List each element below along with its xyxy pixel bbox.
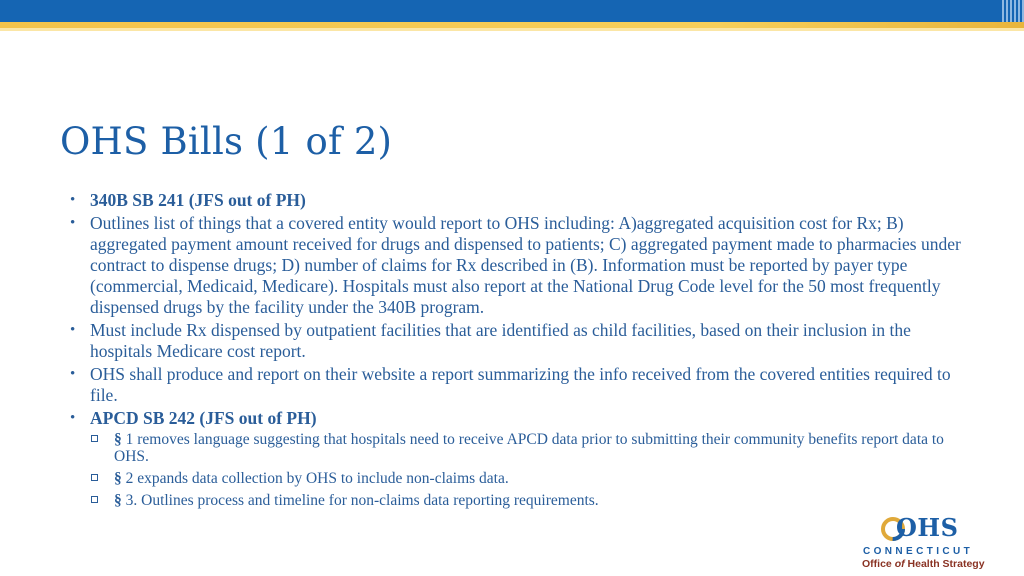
logo-tagline [862,558,985,570]
logo-state: CONNECTICUT [863,546,974,557]
bullet-text: Outlines list of things that a covered entity would report to OHS including: A)aggregated acquisition cost for Rx; B) aggregated payment amount received for drugs and dispensed to patients; C) aggregated payment made to pharmacies under contract to dispense drugs; D) number of claims for Rx described in (B). Information must be reported by payer type (commercial, Medicaid, Medicare). Hospitals must also report at the National Drug Code level for the 50 most frequently dispensed drugs by the facility under the 340B program. [90,213,961,317]
logo-wordmark: OHS [896,513,959,542]
banner-gold-highlight [0,28,1024,31]
square-bullet-icon [91,496,98,503]
sub-bullet-item [72,431,972,465]
bullet-dot-icon: • [70,410,76,426]
sub-bullet-item [72,492,972,509]
bullet-text: OHS shall produce and report on their website a report summarizing the info received from the covered entities required to file. [90,364,951,405]
sub-bullet-text: 1 removes language suggesting that hospitals need to receive APCD data prior to submitting their community benefits report data to OHS. [114,431,944,465]
sub-bullet-text: 3. Outlines process and timeline for non-claims data reporting requirements. [121,492,599,509]
bullet-item [72,408,972,429]
logo-tagline-post: Health Strategy [904,558,985,570]
bullet-item [72,364,972,406]
bullet-item [72,213,972,318]
bullet-dot-icon: • [70,366,76,382]
bullet-text: APCD SB 242 (JFS out of PH) [90,408,317,428]
section-symbol: § [114,470,122,487]
square-bullet-icon [91,474,98,481]
logo-tagline-em: of [894,558,905,570]
section-symbol: § [114,492,122,509]
sub-bullet-text: 2 expands data collection by OHS to include non-claims data. [121,470,509,487]
logo-tagline-pre: Office [862,558,895,570]
bullet-item [72,320,972,362]
section-symbol: § [114,431,122,448]
bullet-dot-icon: • [70,192,76,208]
bullet-dot-icon: • [70,215,76,231]
top-banner [0,0,1024,22]
bullet-dot-icon: • [70,322,76,338]
sub-bullet-item [72,470,972,487]
slide-body [72,190,972,514]
slide-title: OHS Bills (1 of 2) [60,120,393,163]
ohs-logo [862,513,985,572]
square-bullet-icon [91,435,98,442]
banner-stripes [990,0,1024,22]
bullet-text: Must include Rx dispensed by outpatient facilities that are identified as child facilities, based on their inclusion in the hospitals Medicare cost report. [90,320,911,361]
bullet-text: 340B SB 241 (JFS out of PH) [90,190,306,210]
bullet-item [72,190,972,211]
